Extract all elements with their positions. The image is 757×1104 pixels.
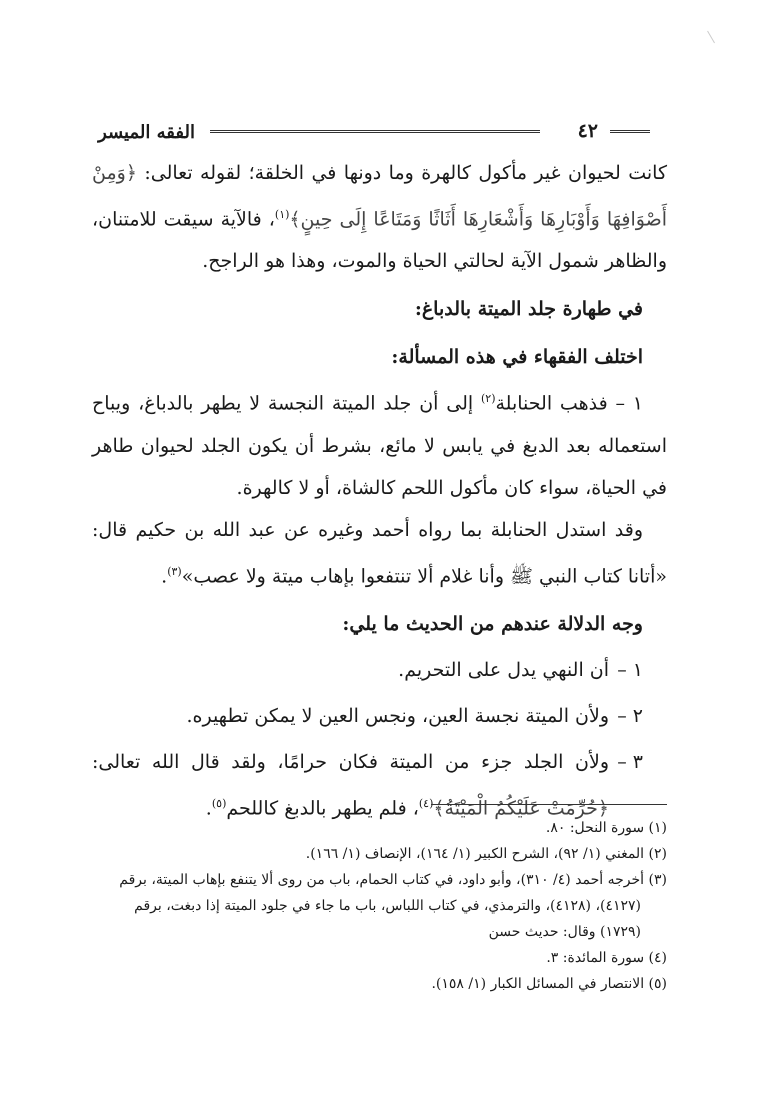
list-number: ١ – bbox=[617, 658, 643, 681]
header-rule-short bbox=[610, 130, 650, 133]
footnote: (٥) الانتصار في المسائل الكبار (١/ ١٥٨). bbox=[431, 976, 667, 992]
header-rule-long bbox=[210, 130, 540, 133]
page-number: ٤٢ bbox=[577, 120, 598, 142]
book-title: الفقه الميسر bbox=[98, 122, 195, 143]
paragraph bbox=[92, 378, 667, 508]
scan-mark bbox=[707, 27, 722, 44]
footnote-ref: (٢) bbox=[480, 392, 496, 406]
text: ولأن الجلد جزء من الميتة فكان حرامًا، ولقد قال الله تعالى: bbox=[92, 750, 609, 773]
text: ، فالآية سيقت للامتنان، والظاهر شمول الآية لحالتي الحياة والموت، وهذا هو الراجح. bbox=[92, 208, 667, 273]
list-number: ٢ – bbox=[617, 704, 643, 727]
paragraph bbox=[92, 152, 667, 282]
footnotes bbox=[92, 815, 667, 997]
text: ، فلم يطهر بالدبغ كاللحم bbox=[226, 797, 419, 820]
footnote: (٤) سورة المائدة: ٣. bbox=[546, 950, 667, 966]
main-text bbox=[92, 152, 667, 829]
footnote-continuation: (٤١٢٧)، (٤١٢٨)، والترمذي، في كتاب اللباس، باب ما جاء في جلود الميتة إذا دبغت، برقم bbox=[134, 898, 641, 914]
section-heading: اختلف الفقهاء في هذه المسألة: bbox=[391, 346, 643, 369]
text: ١ – فذهب الحنابلة bbox=[495, 392, 643, 415]
list-text: ولأن الميتة نجسة العين، ونجس العين لا يمكن تطهيره. bbox=[186, 704, 609, 727]
footnote-ref: (١) bbox=[274, 208, 290, 221]
text: وقد استدل الحنابلة بما رواه أحمد وغيره عن عبد الله بن حكيم قال: «أتانا كتاب النبي ﷺ وأنا غلام ألا تنتفعوا بإهاب ميتة ولا عصب» bbox=[92, 518, 667, 587]
footnote: (٣) أخرجه أحمد (٤/ ٣١٠)، وأبو داود، في كتاب الحمام، باب من روى ألا يتنفع بإهاب الميتة، برقم bbox=[119, 872, 667, 888]
list-text: أن النهي يدل على التحريم. bbox=[398, 658, 609, 681]
quran-verse: ﴿وَمِنْ أَصْوَافِهَا وَأَوْبَارِهَا وَأَشْعَارِهَا أَثَاثًا وَمَتَاعًا إِلَى حِينٍ﴾ bbox=[92, 162, 668, 231]
list-number: ٣ – bbox=[617, 750, 643, 773]
section-heading: وجه الدلالة عندهم من الحديث ما يلي: bbox=[342, 612, 643, 635]
list-item bbox=[92, 649, 667, 691]
footnote: (١) سورة النحل: ٨٠. bbox=[545, 820, 667, 836]
page-header bbox=[98, 118, 650, 148]
footnote-ref: (٥) bbox=[211, 796, 227, 810]
text: . bbox=[161, 564, 168, 587]
text: . bbox=[205, 797, 212, 820]
text: إلى أن جلد الميتة النجسة لا يطهر بالدباغ، ويباح استعماله بعد الدبغ في يابس لا مائع، بشرط أن يكون الجلد لحيوان طاهر في الحياة، سواء كان مأكول اللحم كالشاة، أو لا كالهرة. bbox=[92, 392, 667, 499]
footnote: (٢) المغني (١/ ٩٢)، الشرح الكبير (١/ ١٦٤)، الإنصاف (١/ ١٦٦). bbox=[305, 846, 667, 862]
section-heading: في طهارة جلد الميتة بالدباغ: bbox=[414, 298, 643, 321]
paragraph bbox=[92, 509, 667, 597]
quran-verse: ﴿حُرِّمَتْ عَلَيْكُمُ الْمَيْتَةُ﴾ bbox=[433, 797, 609, 820]
footnote-ref: (٤) bbox=[418, 796, 434, 810]
footnote-continuation: (١٧٢٩) وقال: حديث حسن bbox=[488, 924, 641, 940]
footnote-separator bbox=[431, 804, 667, 805]
text: كانت لحيوان غير مأكول كالهرة وما دونها في الخلقة؛ لقوله تعالى: bbox=[136, 162, 667, 184]
list-item bbox=[92, 695, 667, 737]
footnote-ref: (٣) bbox=[167, 564, 182, 578]
